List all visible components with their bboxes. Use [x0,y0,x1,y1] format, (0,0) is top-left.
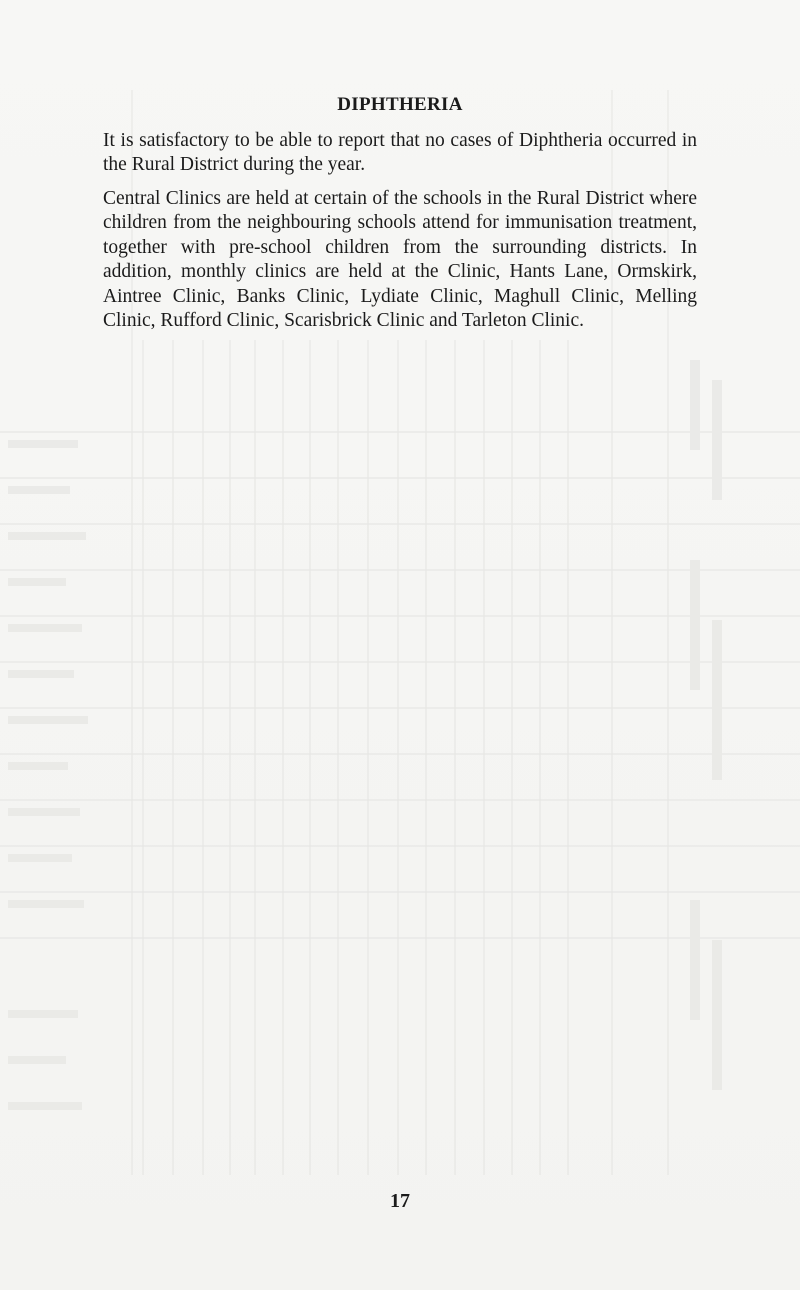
section-title: DIPHTHERIA [337,94,463,115]
body-paragraph-1: It is satisfactory to be able to report that no cases of Diphtheria occurred in the Rural District during the year. [103,130,697,176]
page-number: 17 [390,1190,410,1212]
body-paragraph-2: Central Clinics are held at certain of the schools in the Rural District where children from the neighbouring schools attend for immunisation treatment, together with pre-school children from the surrounding districts. In addition, monthly clinics are held at the Clinic, Hants Lane, Ormskirk, Aintree Clinic, Banks Clinic, Lydiate Clinic, Maghull Clinic, Melling Clinic, Rufford Clinic, Scarisbrick Clinic and Tarleton Clinic. [103,188,697,332]
